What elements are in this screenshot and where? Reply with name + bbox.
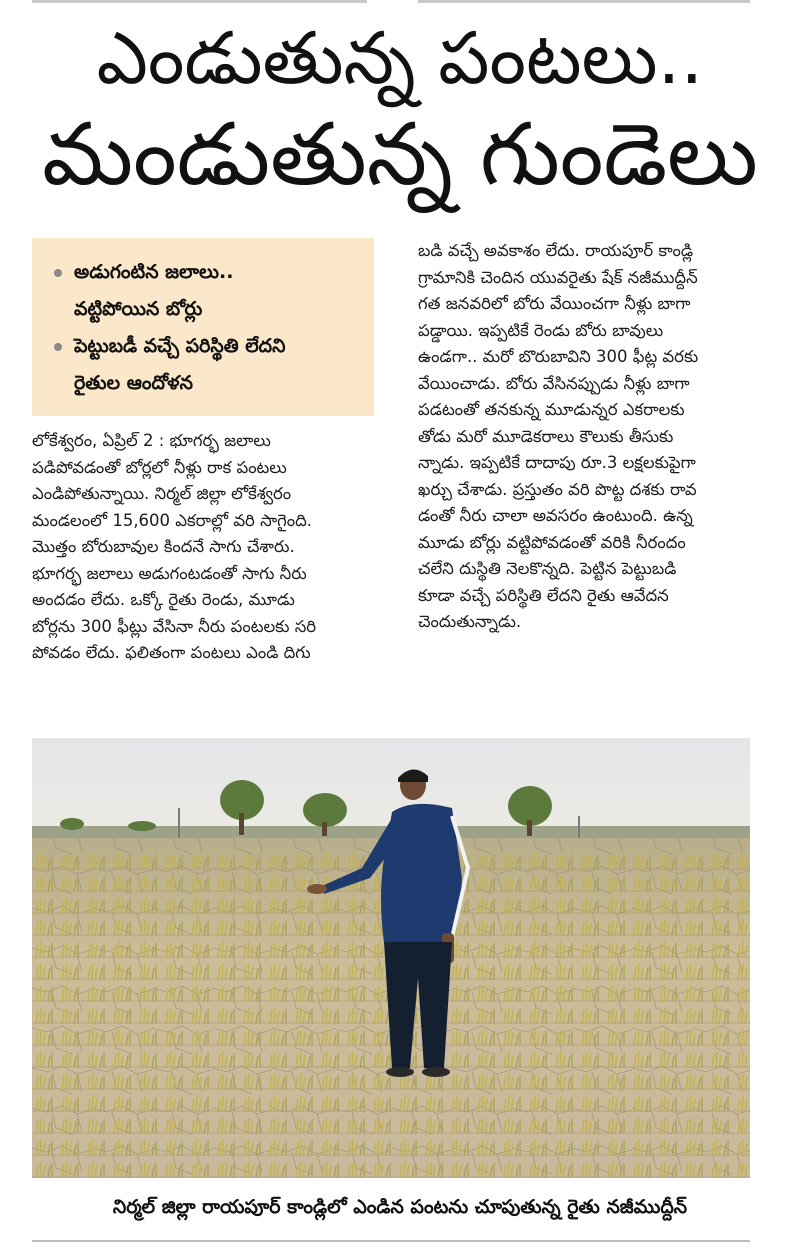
body-line: గ్రామానికి చెందిన యువరైతు షేక్ నజీముద్దీన్ bbox=[418, 267, 698, 287]
top-rule-left bbox=[32, 0, 367, 3]
body-line: అందడం లేదు. ఒక్కో రైతు రెండు, మూడు bbox=[32, 590, 295, 609]
body-line: బోర్లను 300 ఫీట్లు వేసినా నీరు పంటలకు సరి bbox=[32, 616, 317, 636]
body-line: ఎండిపోతున్నాయి. నిర్మల్ జిల్లా లోకేశ్వరం bbox=[32, 484, 292, 503]
bottom-rule bbox=[32, 1240, 750, 1242]
body-line: ఉండగా.. మరో బొరుబావిని 300 ఫీట్ల వరకు bbox=[418, 347, 699, 366]
photo-caption: నిర్మల్ జిల్లా రాయపూర్ కాండ్లిలో ఎండిన పంటను చూపుతున్న రైతు నజీముద్దీన్ bbox=[112, 1196, 688, 1218]
body-line: తోడు మరో మూడెకరాలు కౌలుకు తీసుకు bbox=[418, 426, 674, 446]
headline-line-2: మండుతున్న గుండెలు bbox=[42, 105, 758, 205]
body-line: బడి వచ్చే అవకాశం లేదు. రాయపూర్ కాండ్లి bbox=[418, 241, 694, 260]
body-line: వేయించాడు. బోరు వేసినప్పుడు నీళ్లు బాగా bbox=[418, 373, 690, 393]
body-line: మండలంలో 15,600 ఎకరాల్లో వరి సాగైంది. bbox=[32, 510, 312, 530]
highlight-line: వట్టిపోయిన బోర్లు bbox=[74, 298, 203, 320]
body-line: పోవడం లేదు. ఫలితంగా పంటలు ఎండి దిగు bbox=[32, 643, 311, 662]
body-line: కూడా వచ్చే పరిస్థితి లేదని రైతు ఆవేదన bbox=[418, 585, 669, 605]
article-column-left bbox=[32, 428, 382, 667]
highlight-line: పెట్టుబడీ వచ్చే పరిస్థితి లేదని bbox=[74, 335, 286, 357]
highlight-item bbox=[54, 328, 362, 402]
body-line: చలేని దుస్థితి నెలకొన్నది. పెట్టిన పెట్టుబడి bbox=[418, 559, 677, 578]
body-line: గత జనవరిలో బోరు వేయించగా నీళ్లు బాగా bbox=[418, 294, 691, 313]
highlights-box bbox=[32, 238, 374, 416]
body-line: న్నాడు. ఇప్పటికే దాదాపు రూ.3 లక్షలకుపైగా bbox=[418, 453, 696, 472]
field-photo-illustration bbox=[32, 738, 750, 1178]
highlight-line: రైతుల ఆందోళన bbox=[74, 372, 193, 394]
bullet-icon bbox=[54, 269, 62, 277]
body-line: లోకేశ్వరం, ఏప్రిల్ 2 : భూగర్భ జలాలు bbox=[32, 431, 271, 450]
top-rule-right bbox=[418, 0, 750, 3]
headline-line-1: ఎండుతున్న పంటలు.. bbox=[96, 16, 704, 100]
body-line: మొత్తం బోరుబావుల కిందనే సాగు చేశారు. bbox=[32, 537, 295, 556]
body-line: ఖర్చు చేశాడు. ప్రస్తుతం వరి పొట్ట దశకు రావ bbox=[418, 479, 697, 499]
highlight-line: అడుగంటిన జలాలు.. bbox=[74, 261, 234, 283]
body-line: పడటంతో తనకున్న మూడున్నర ఎకరాలకు bbox=[418, 400, 685, 419]
body-line: మూడు బోర్లు వట్టిపోవడంతో వరికి నీరందం bbox=[418, 532, 686, 552]
highlight-item bbox=[54, 254, 362, 328]
body-line: డంతో నీరు చాలా అవసరం ఉంటుంది. ఉన్న bbox=[418, 506, 693, 525]
body-line: చెందుతున్నాడు. bbox=[418, 612, 522, 631]
body-line: పడ్డాయి. ఇప్పటికే రెండు బోరు బావులు bbox=[418, 320, 664, 340]
bullet-icon bbox=[54, 343, 62, 351]
body-line: భూగర్భ జలాలు అడుగంటడంతో సాగు నీరు bbox=[32, 563, 307, 583]
body-line: పడిపోవడంతో బోర్లలో నీళ్లు రాక పంటలు bbox=[32, 457, 287, 477]
news-photo bbox=[32, 738, 750, 1178]
article-column-right bbox=[418, 238, 753, 636]
